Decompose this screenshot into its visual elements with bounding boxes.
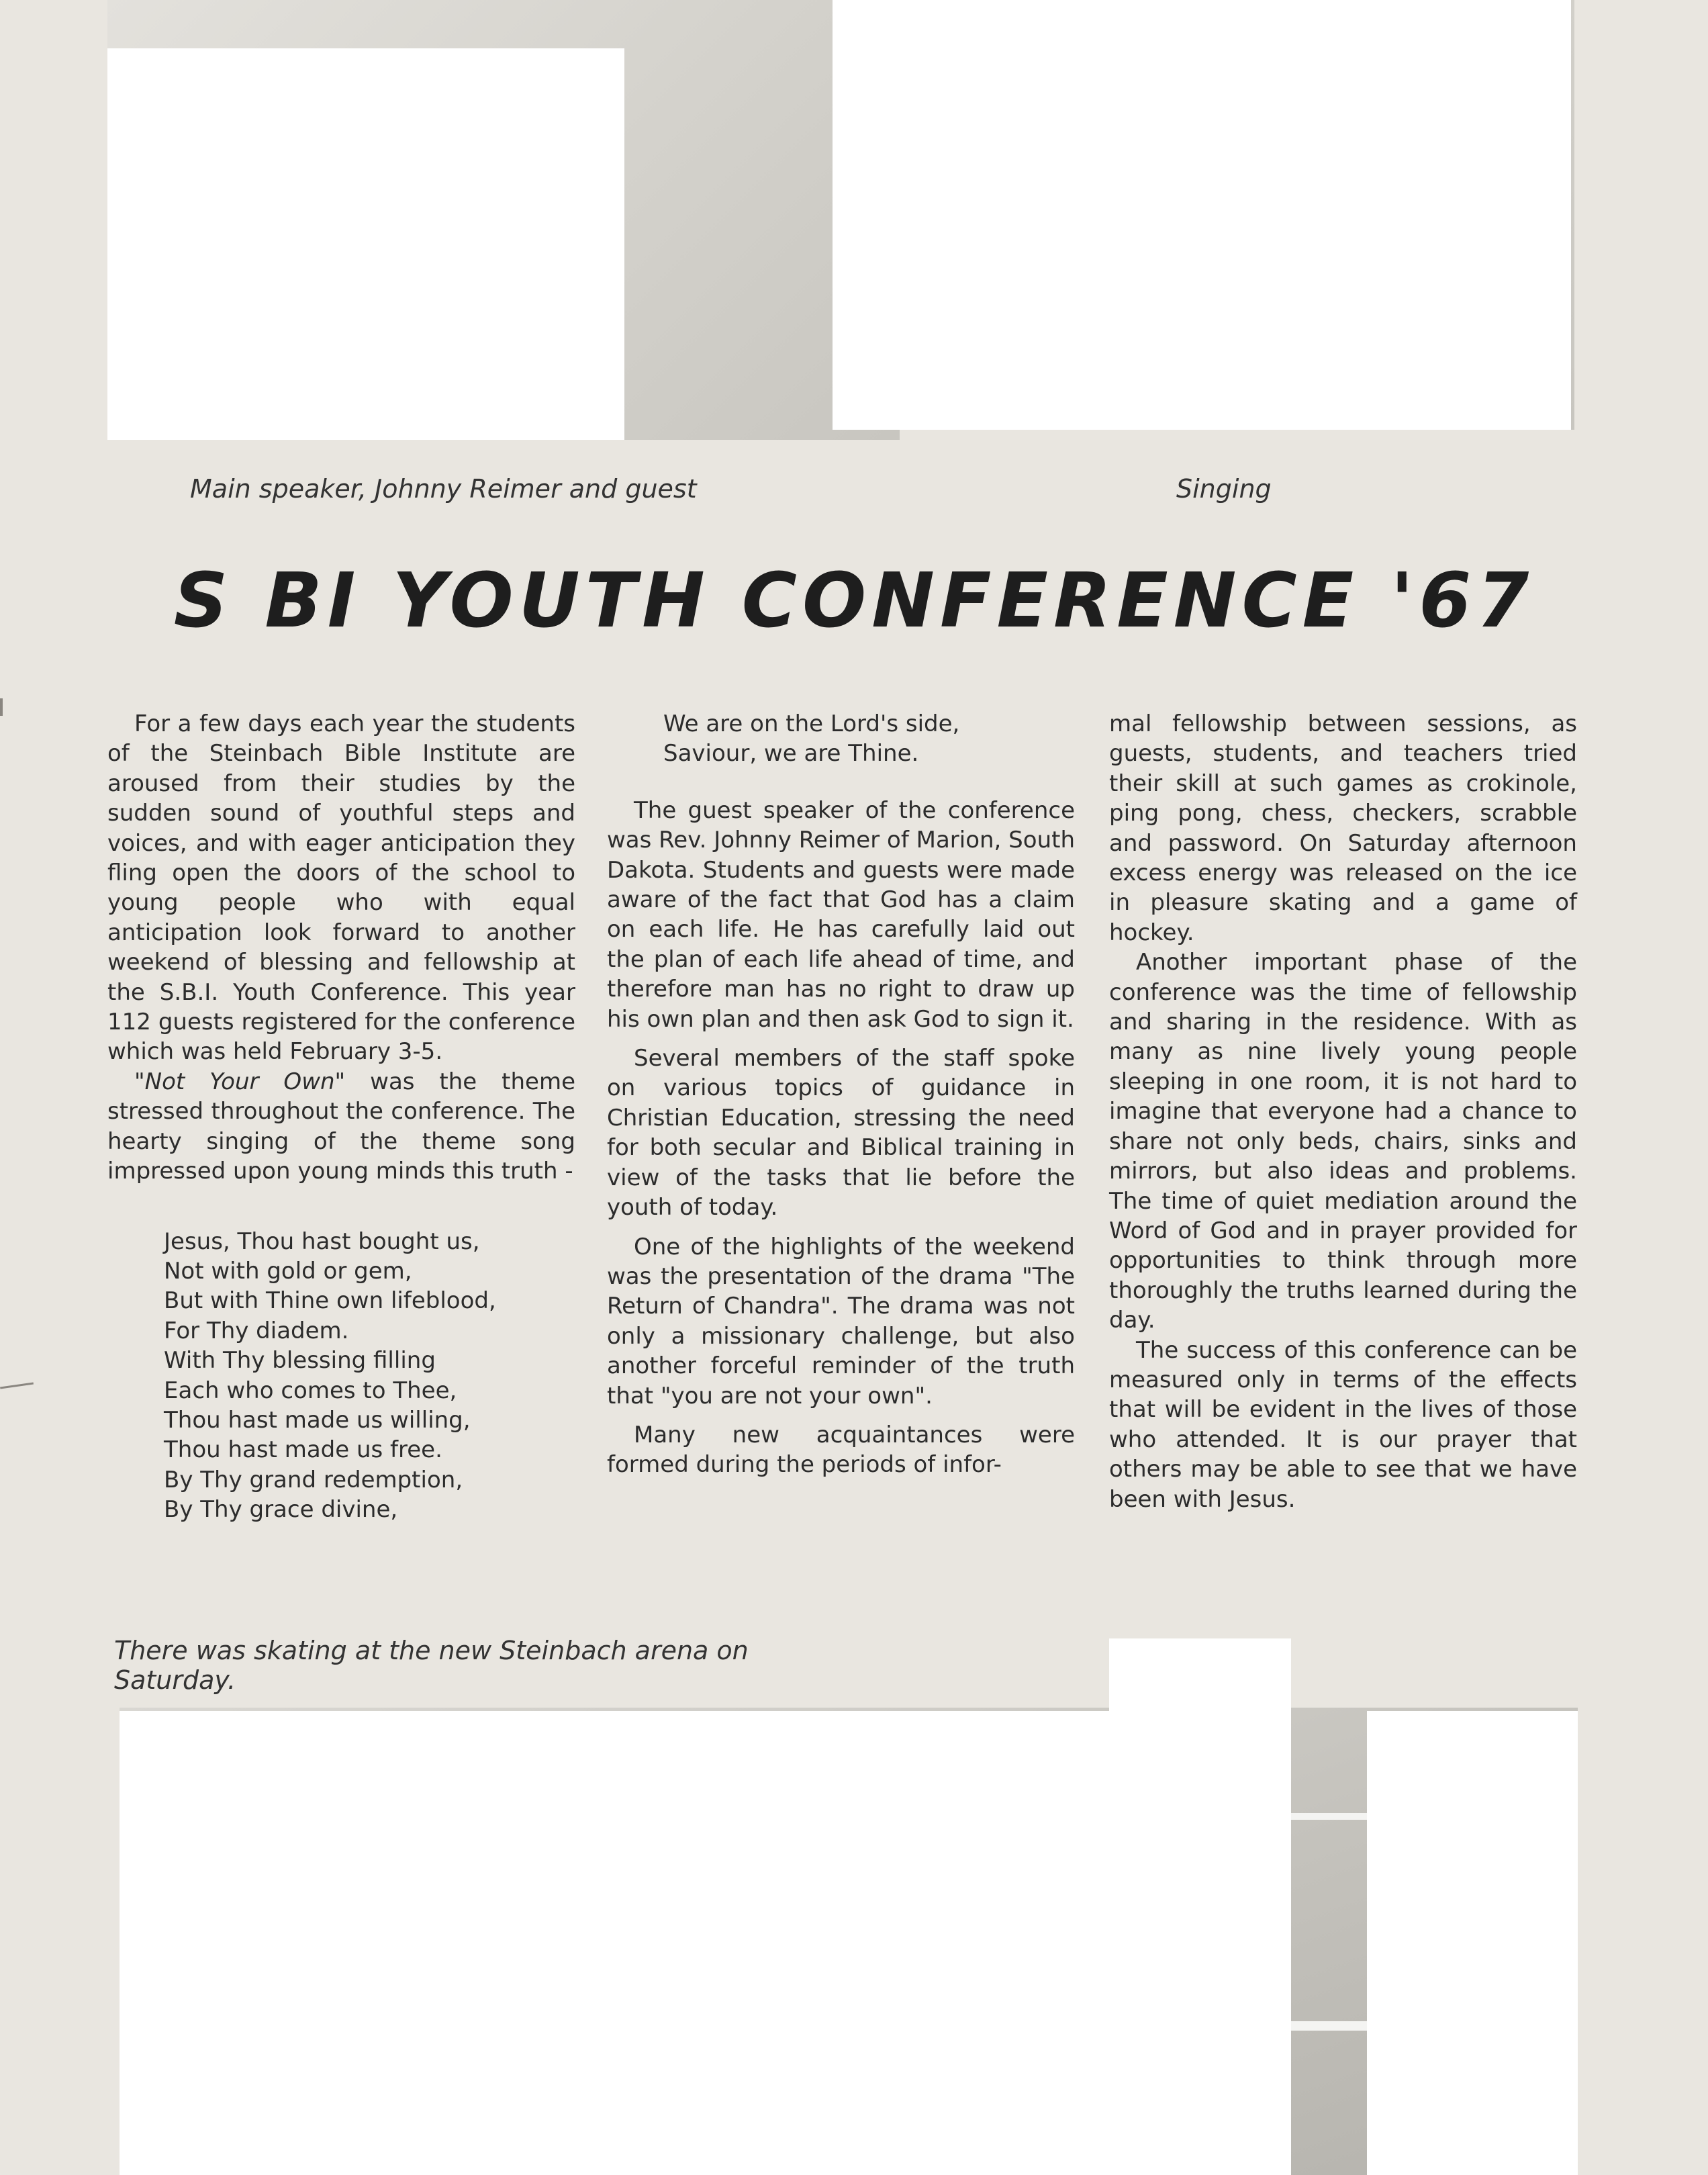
verse-line: Not with gold or gem,: [164, 1257, 412, 1285]
photo-redaction-bottom-right: [1367, 1711, 1578, 2175]
photo-redaction-top-left: [107, 48, 624, 440]
column2-paragraph-2: Several members of the staff spoke on various topics of guidance in Christian Education, stressing the need for both secular and Biblical training in view of the tasks that lie before the youth of today.: [607, 1045, 1075, 1221]
verse-line: By Thy grand redemption,: [164, 1466, 463, 1493]
verse-line: For Thy diadem.: [164, 1317, 349, 1344]
verse-line: Jesus, Thou hast bought us,: [164, 1228, 480, 1255]
article-column-1: [107, 709, 575, 1525]
column1-paragraph-2-text: was the theme stressed throughout the conference. The hearty singing of the theme song impressed upon young minds this truth -: [107, 1068, 575, 1185]
column2-paragraph-1: The guest speaker of the conference was Rev. Johnny Reimer of Marion, South Dakota. Students and guests were made aware of the fact that God has a claim on each life. He has carefully laid out the plan of each life ahead of time, and therefore man has no right to draw up his own plan and then ask God to sign it.: [607, 796, 1075, 1033]
column1-paragraph-1: For a few days each year the students of the Steinbach Bible Institute are aroused from their studies by the sudden sound of youthful steps and voices, and with eager anticipation they fling open the doors of the school to young people who with equal anticipation look forward to another weekend of blessing and fellowship at the S.B.I. Youth Conference. This year 112 guests registered for the conference which was held February 3-5.: [107, 710, 575, 1066]
caption-skating-line-2: Saturday.: [114, 1665, 236, 1695]
verse-line: Thou hast made us willing,: [164, 1406, 471, 1434]
caption-skating: [114, 1636, 749, 1695]
verse-line: Thou hast made us free.: [164, 1436, 442, 1464]
article-column-3: [1109, 709, 1577, 1514]
column1-paragraph-2: [107, 1067, 575, 1187]
column3-paragraph-1: mal fellowship between sessions, as guests, students, and teachers tried their skill at such games as crokinole, ping pong, chess, checkers, scrabble and password. On Saturday afternoon excess energy was released on the ice in pleasure skating and a game of hockey.: [1109, 710, 1577, 946]
page-title: S BI YOUTH CONFERENCE '67: [173, 557, 1535, 645]
photo-redaction-bottom-left: [120, 1711, 1291, 2175]
photo-redaction-bottom-center: [1109, 1638, 1291, 1719]
scan-mark: [0, 1383, 34, 1389]
verse-line: We are on the Lord's side,: [663, 710, 960, 737]
column3-paragraph-2: Another important phase of the conference was the time of fellowship and sharing in the residence. With as many as nine lively young people sleeping in one room, it is not hard to imagine that everyone had a chance to share not only beds, chairs, sinks and mirrors, but also ideas and problems. The time of quiet mediation around the Word of God and in prayer provided for opportunities to think through more thoroughly the truths learned during the day.: [1109, 949, 1577, 1334]
caption-singing: Singing: [1176, 474, 1272, 504]
caption-main-speaker: Main speaker, Johnny Reimer and guest: [190, 474, 697, 504]
column2-paragraph-4: Many new acquaintances were formed during the periods of infor-: [607, 1421, 1075, 1479]
scan-mark: [0, 698, 3, 716]
theme-title: "Not Your Own": [134, 1068, 346, 1095]
verse-line: With Thy blessing filling: [164, 1347, 436, 1375]
verse-line: Saviour, we are Thine.: [663, 740, 919, 768]
verse-line: By Thy grace divine,: [164, 1496, 398, 1524]
column2-paragraph-3: One of the highlights of the weekend was the presentation of the drama "The Return of Chandra". The drama was not only a missionary challenge, but also another forceful reminder of the truth that "you are not your own".: [607, 1233, 1075, 1409]
verse-line: Each who comes to Thee,: [164, 1377, 457, 1404]
article-column-2: [607, 709, 1075, 1480]
hymn-verse: [164, 1227, 575, 1525]
column3-paragraph-3: The success of this conference can be measured only in terms of the effects that will be evident in the lives of those who attended. It is our prayer that others may be able to see that we have been with Jesus.: [1109, 1336, 1577, 1513]
verse-line: But with Thine own lifeblood,: [164, 1287, 496, 1315]
hymn-verse-end: [663, 709, 1075, 769]
caption-skating-line-1: There was skating at the new Steinbach arena on: [114, 1636, 749, 1665]
photo-redaction-top-right: [833, 0, 1571, 430]
